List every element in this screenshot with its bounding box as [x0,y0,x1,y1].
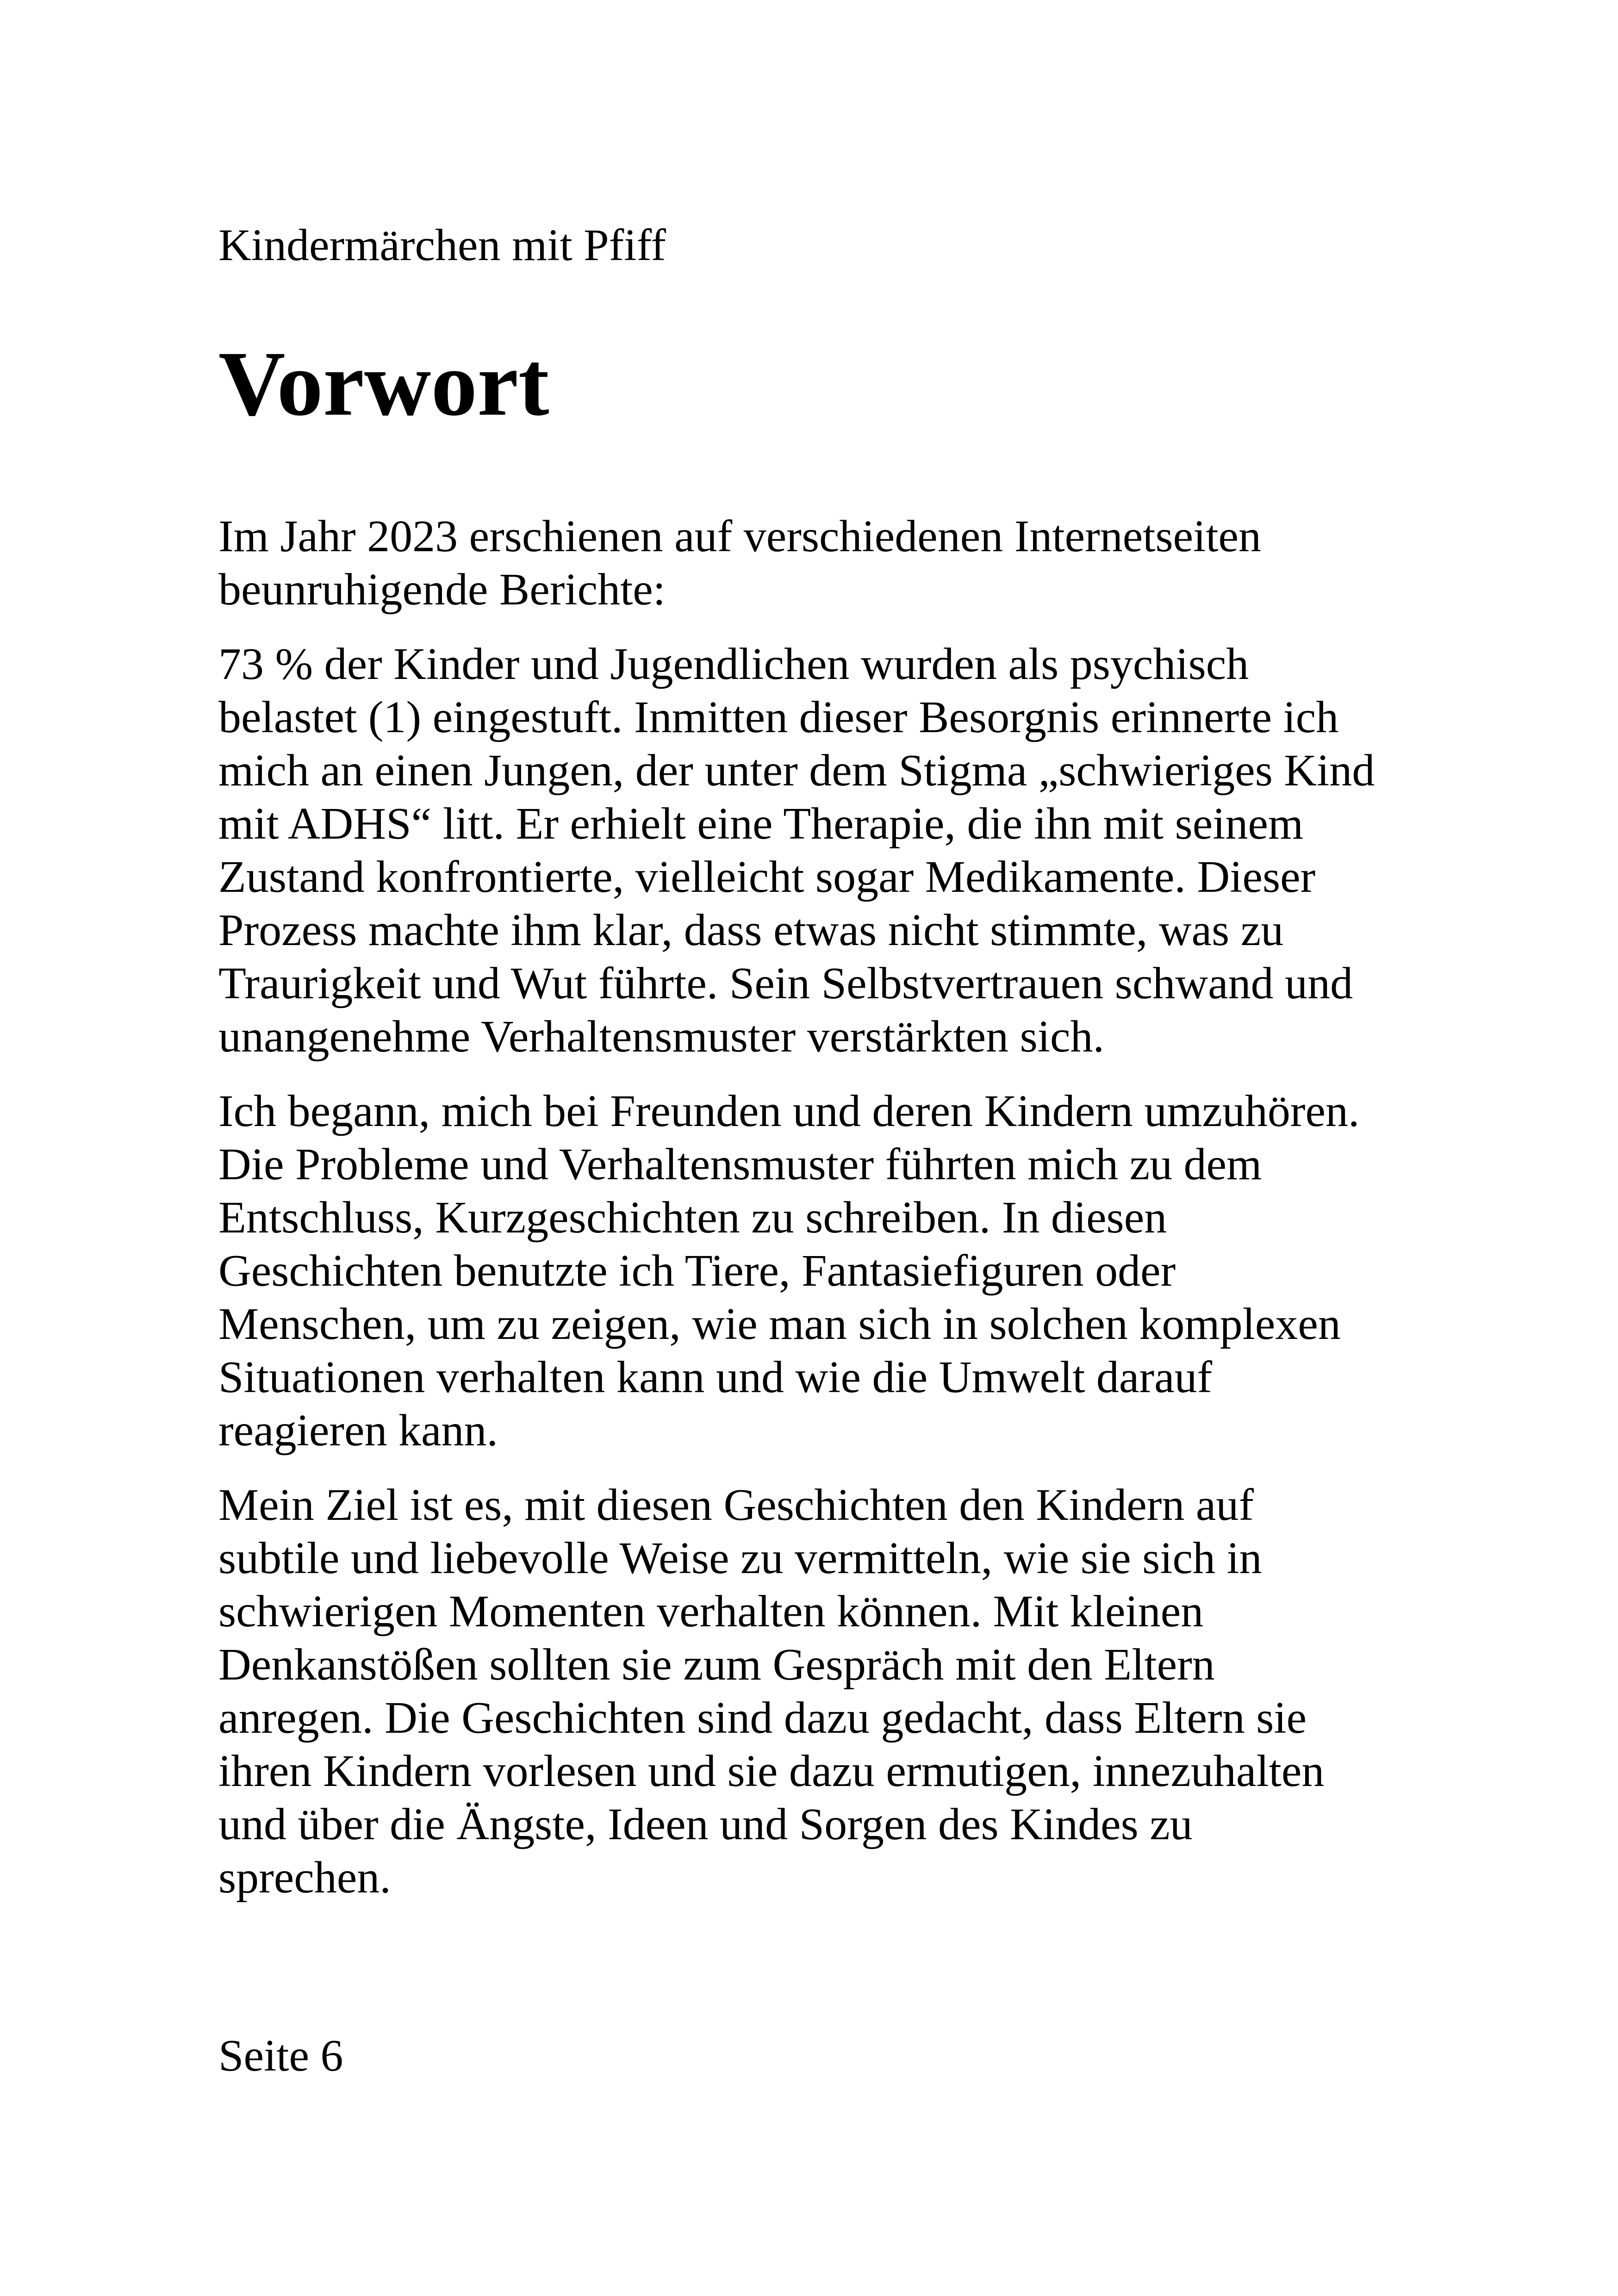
running-header: Kindermärchen mit Pfiff [218,220,666,270]
text-line: beunruhigende Berichte: [218,565,666,615]
text-line: Geschichten benutzte ich Tiere, Fantasiefiguren oder [218,1246,1176,1296]
text-line: Im Jahr 2023 erschienen auf verschiedenen Internetseiten [218,511,1262,561]
text-line: belastet (1) eingestuft. Inmitten dieser Besorgnis erinnerte ich [218,692,1339,742]
text-line: mich an einen Jungen, der unter dem Stigma „schwieriges Kind [218,746,1375,796]
page-number: Seite 6 [218,2031,343,2081]
text-line: Situationen verhalten kann und wie die Umwelt darauf [218,1352,1213,1402]
paragraph-1 [218,510,1431,616]
paragraph-3 [218,1085,1431,1457]
text-line: schwierigen Momenten verhalten können. Mit kleinen [218,1587,1204,1636]
text-line: Entschluss, Kurzgeschichten zu schreiben. In diesen [218,1193,1167,1243]
text-line: und über die Ängste, Ideen und Sorgen des Kindes zu [218,1799,1193,1849]
text-line: Menschen, um zu zeigen, wie man sich in solchen komplexen [218,1299,1341,1349]
text-line: Mein Ziel ist es, mit diesen Geschichten den Kindern auf [218,1480,1254,1530]
text-line: Prozess machte ihm klar, dass etwas nicht stimmte, was zu [218,905,1284,955]
text-line: 73 % der Kinder und Jugendlichen wurden als psychisch [218,639,1249,689]
text-line: unangenehme Verhaltensmuster verstärkten sich. [218,1012,1105,1062]
text-line: reagieren kann. [218,1406,498,1456]
text-line: subtile und liebevolle Weise zu vermitteln, wie sie sich in [218,1533,1262,1583]
text-line: Die Probleme und Verhaltensmuster führten mich zu dem [218,1139,1262,1189]
chapter-body [218,510,1431,1926]
paragraph-2 [218,638,1431,1064]
paragraph-4 [218,1479,1431,1904]
text-line: Denkanstößen sollten sie zum Gespräch mit den Eltern [218,1640,1215,1690]
text-line: Zustand konfrontierte, vielleicht sogar Medikamente. Dieser [218,852,1316,902]
text-line: Ich begann, mich bei Freunden und deren Kindern umzuhören. [218,1086,1360,1136]
text-line: Traurigkeit und Wut führte. Sein Selbstvertrauen schwand und [218,958,1353,1008]
text-line: anregen. Die Geschichten sind dazu gedacht, dass Eltern sie [218,1693,1307,1743]
text-line: sprechen. [218,1853,391,1903]
chapter-title: Vorwort [218,333,549,435]
text-line: ihren Kindern vorlesen und sie dazu ermutigen, innezuhalten [218,1746,1325,1796]
text-line: mit ADHS“ litt. Er erhielt eine Therapie, die ihn mit seinem [218,799,1304,849]
